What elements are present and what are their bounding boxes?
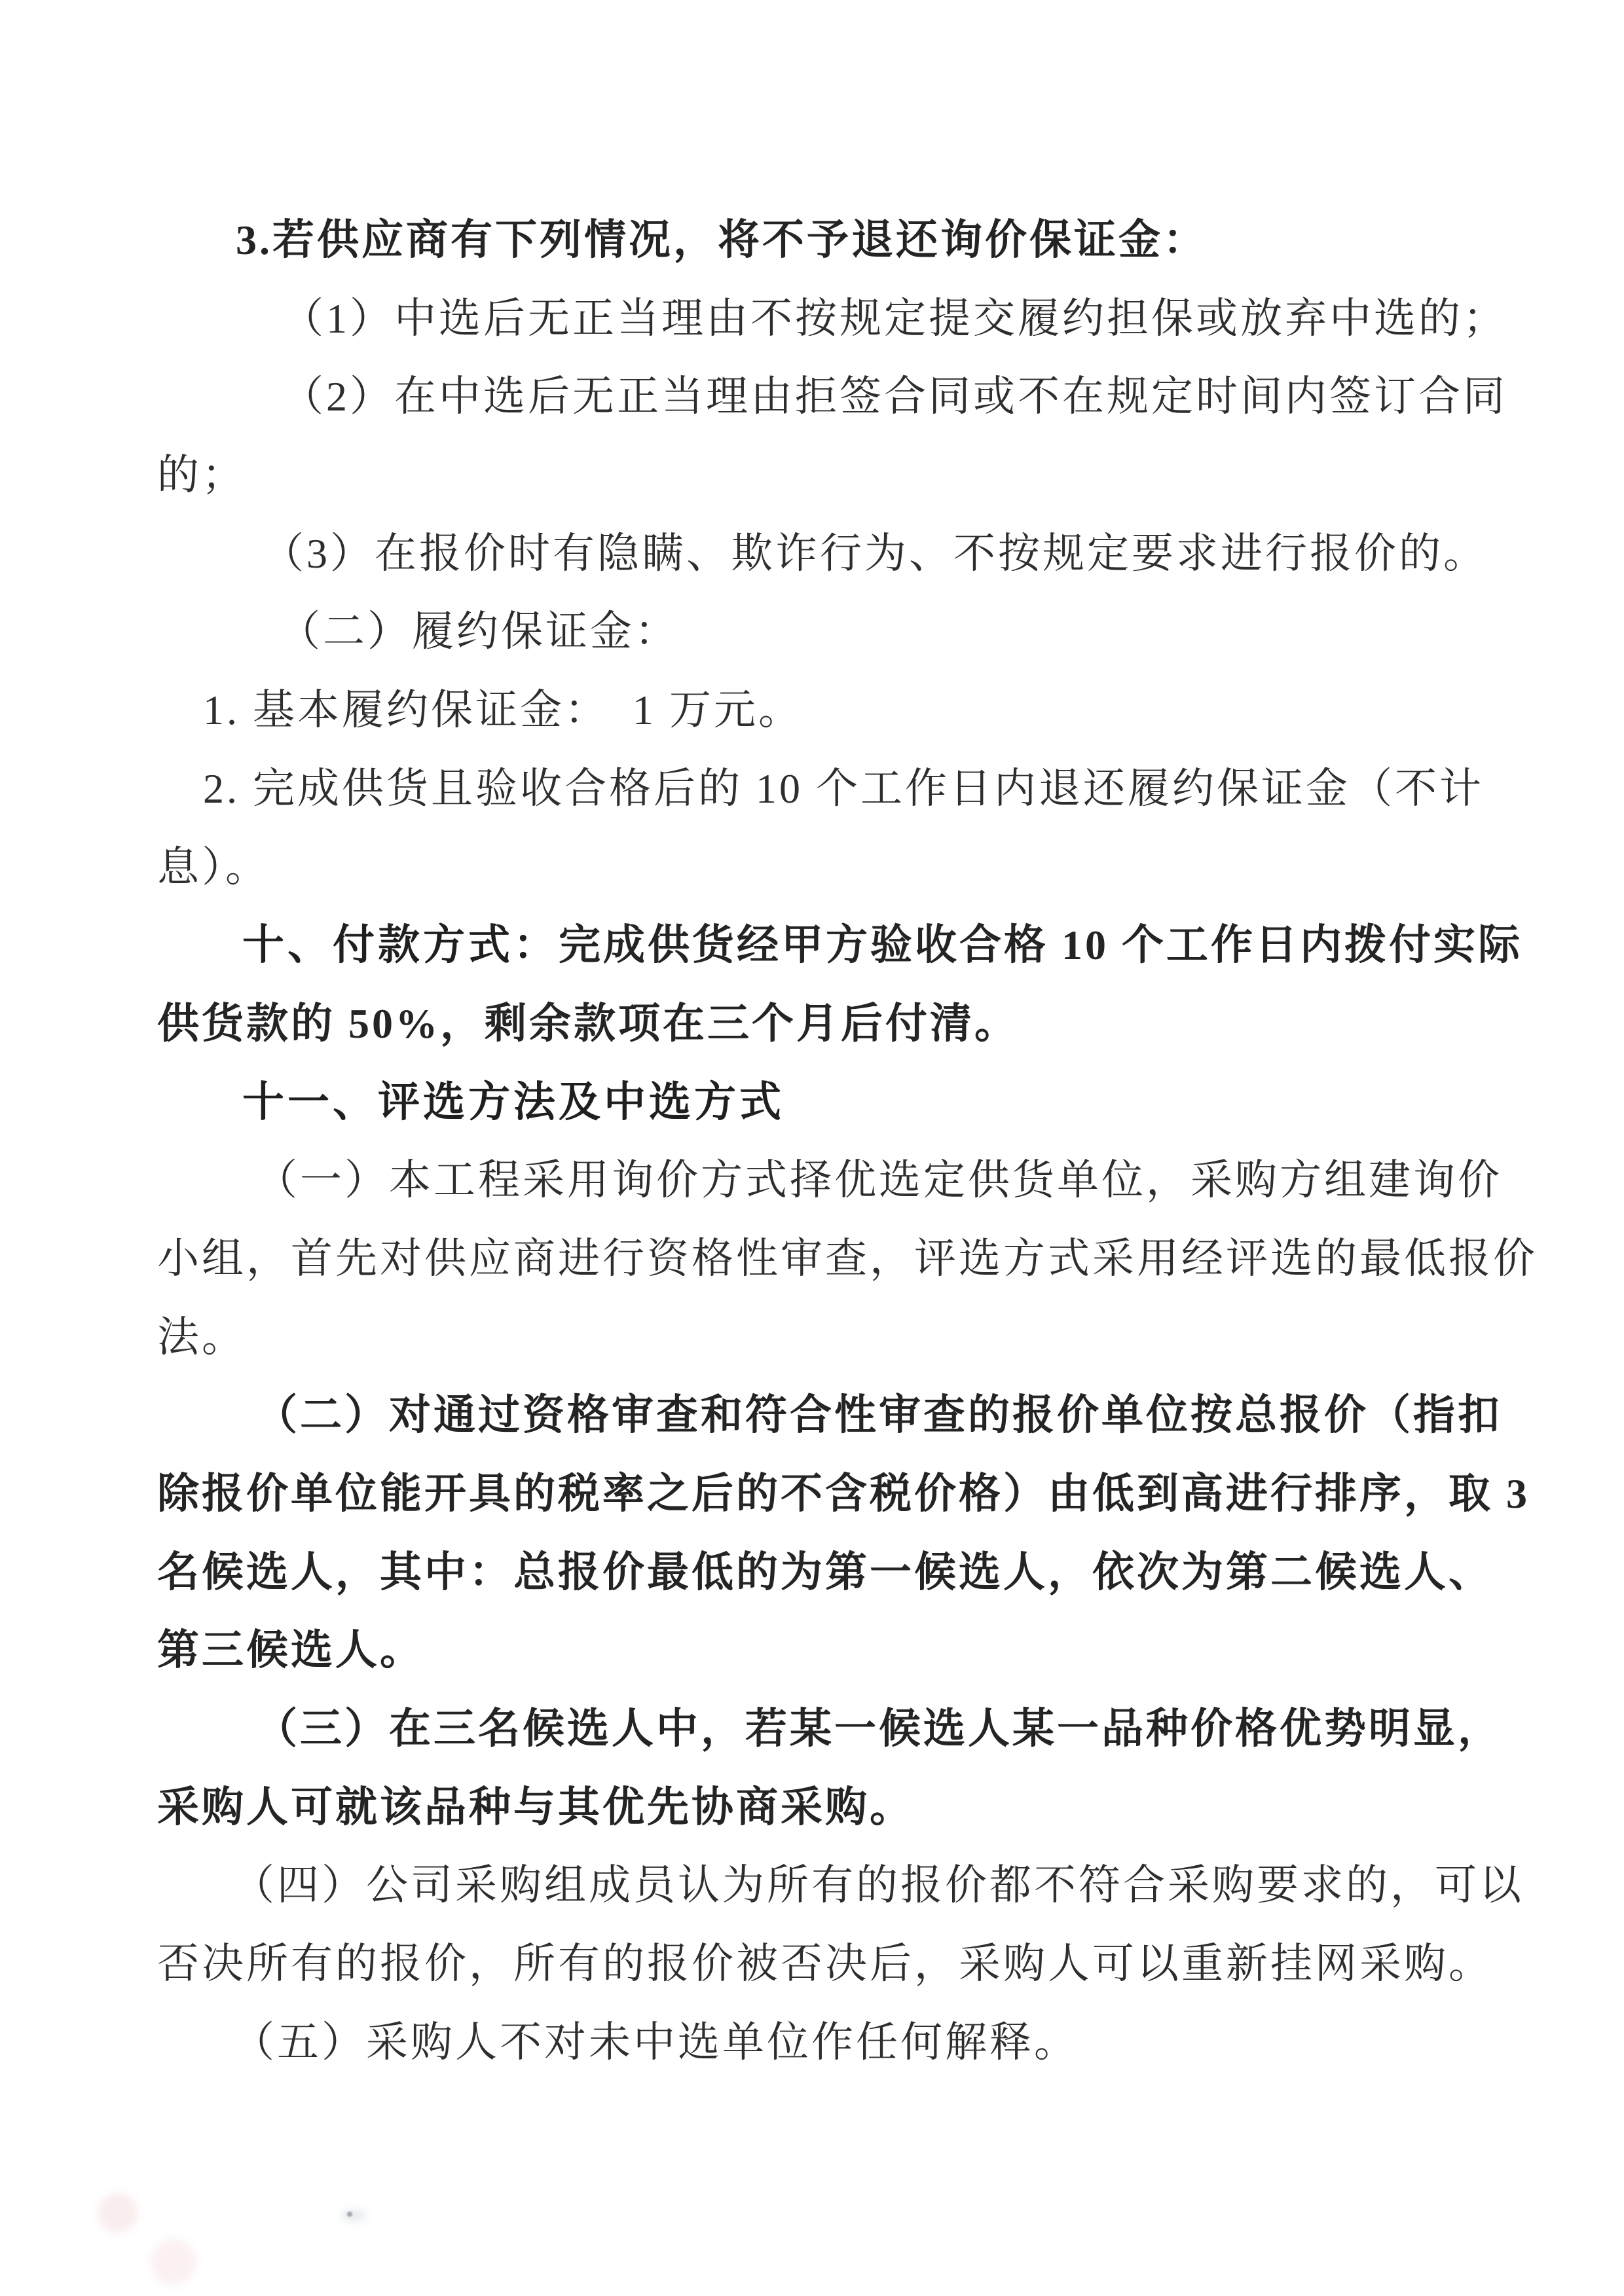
doc-line-text: 完成供货经甲方验收合格 10 个工作日内拨付实际 xyxy=(559,922,1522,969)
doc-line-selection-heading xyxy=(157,1063,1473,1142)
doc-line-text: 采购人可就该品种与其优先协商采购。 xyxy=(157,1783,914,1831)
doc-line xyxy=(157,1611,1473,1690)
doc-line xyxy=(157,357,1507,436)
doc-line-payment-heading xyxy=(157,906,1522,985)
doc-line xyxy=(157,1925,1493,2003)
doc-line xyxy=(157,515,1488,593)
scan-artifact xyxy=(341,2210,367,2221)
doc-line xyxy=(157,1455,1530,1533)
doc-line-text: （1）中选后无正当理由不按规定提交履约担保或放弃中选的； xyxy=(282,295,1507,342)
doc-line xyxy=(157,436,1473,515)
doc-line xyxy=(157,280,1507,358)
payment-method-label: 十、付款方式： xyxy=(242,921,559,969)
doc-line-text: （一）本工程采用询价方式择优选定供货单位，采购方组建询价 xyxy=(255,1157,1502,1204)
scan-artifact xyxy=(347,2212,352,2217)
document-text-block xyxy=(157,201,1538,2082)
doc-line xyxy=(157,1768,1473,1847)
doc-line xyxy=(157,750,1484,828)
doc-line-text: 1. 基本履约保证金： 1 万元。 xyxy=(203,687,803,734)
doc-line-text: （五）采购人不对未中选单位作任何解释。 xyxy=(232,2018,1079,2066)
doc-line xyxy=(157,2003,1473,2082)
doc-line-text: 2. 完成供货且验收合格后的 10 个工作日内退还履约保证金（不计 xyxy=(203,765,1484,812)
doc-line xyxy=(157,1376,1502,1455)
doc-line xyxy=(157,201,1473,280)
selection-method-heading: 十一、评选方法及中选方式 xyxy=(242,1078,784,1125)
doc-line xyxy=(157,671,1473,750)
scan-artifact xyxy=(151,2239,196,2285)
doc-line-text: 否决所有的报价，所有的报价被否决后，采购人可以重新挂网采购。 xyxy=(157,1941,1493,1988)
doc-line xyxy=(157,592,1473,671)
doc-line-text: （三）在三名候选人中，若某一候选人某一品种价格优势明显， xyxy=(255,1705,1502,1753)
doc-line-text: 第三候选人。 xyxy=(157,1627,424,1674)
doc-line-text: 供货款的 50%，剩余款项在三个月后付清。 xyxy=(157,1000,1019,1047)
doc-line xyxy=(157,985,1473,1063)
doc-line-text: （3）在报价时有隐瞒、欺诈行为、不按规定要求进行报价的。 xyxy=(262,530,1488,577)
doc-line xyxy=(157,1298,1473,1377)
doc-line-text: 3.若供应商有下列情况，将不予退还询价保证金： xyxy=(236,217,1208,263)
doc-line-text: （二）对通过资格审查和符合性审查的报价单位按总报价（指扣 xyxy=(255,1392,1502,1439)
doc-line-text: 息）。 xyxy=(157,843,270,890)
doc-line xyxy=(157,1690,1502,1768)
doc-line-text: 名候选人，其中：总报价最低的为第一候选人，依次为第二候选人、 xyxy=(157,1548,1493,1595)
doc-line xyxy=(157,1846,1524,1925)
doc-line xyxy=(157,1141,1502,1220)
doc-line-text: （二）履约保证金： xyxy=(278,608,679,655)
scan-artifact xyxy=(98,2193,138,2232)
doc-line-text: 法。 xyxy=(157,1313,246,1360)
doc-line-text: 小组，首先对供应商进行资格性审查，评选方式采用经评选的最低报价 xyxy=(157,1235,1538,1282)
doc-line-text: （四）公司采购组成员认为所有的报价都不符合采购要求的，可以 xyxy=(232,1862,1524,1909)
doc-line xyxy=(157,1533,1493,1612)
doc-line-text: 的； xyxy=(157,452,246,499)
doc-line-text: 除报价单位能开具的税率之后的不含税价格）由低到高进行排序，取 3 xyxy=(157,1470,1530,1517)
doc-line xyxy=(157,1220,1538,1298)
doc-line-text: （2）在中选后无正当理由拒签合同或不在规定时间内签订合同 xyxy=(282,373,1507,420)
doc-line xyxy=(157,828,1473,907)
